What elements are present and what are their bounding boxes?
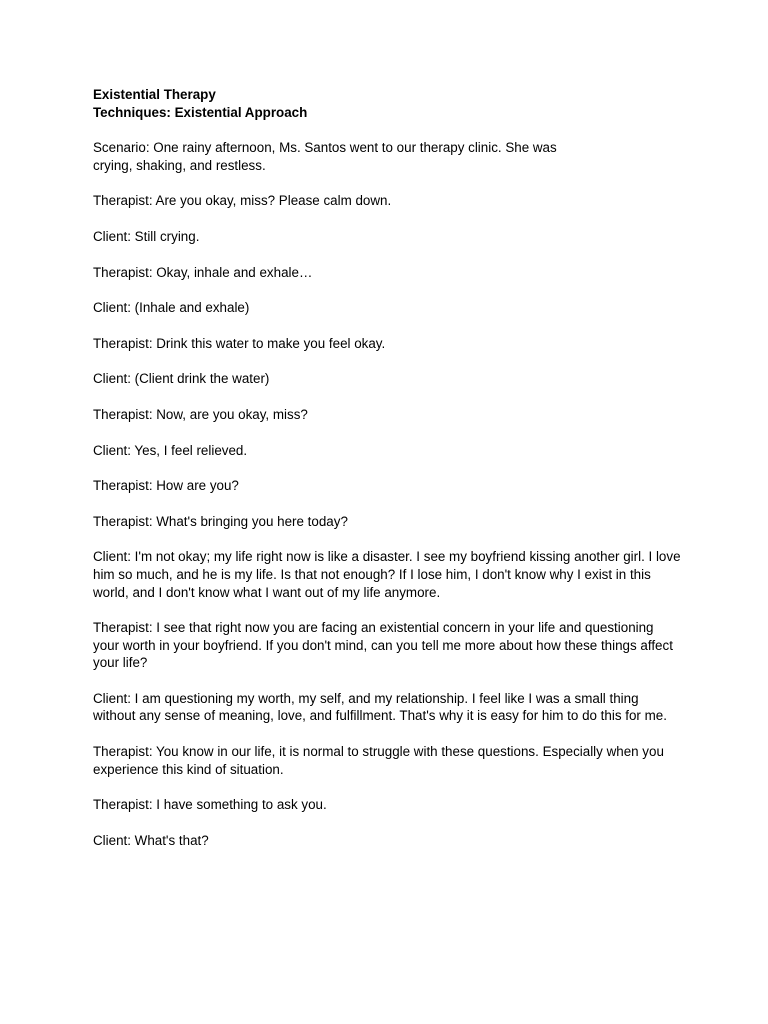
dialogue-line: Therapist: What's bringing you here today?: [93, 513, 348, 529]
dialogue-line: Client: I'm not okay; my life right now is like a disaster. I see my boyfriend kissing another girl. I love him so much, and he is my life. Is that not enough? If I lose him, I don't know why I exist in this world, and I don't know what I want out of my life anymore.: [93, 549, 681, 600]
dialogue-line: Client: Still crying.: [93, 228, 200, 244]
dialogue-line: Therapist: You know in our life, it is normal to struggle with these questions. Especially when you experience this kind of situation.: [93, 744, 664, 777]
dialogue-line: Therapist: Now, are you okay, miss?: [93, 406, 308, 422]
dialogue-line: Therapist: I see that right now you are facing an existential concern in your life and questioning your worth in your boyfriend. If you don't mind, can you tell me more about how these things affect your life?: [93, 620, 673, 671]
dialogue-line: Therapist: Drink this water to make you feel okay.: [93, 335, 386, 351]
scenario-line-1: Scenario: One rainy afternoon, Ms. Santos went to our therapy clinic. She was: [93, 140, 557, 156]
dialogue-line: Client: (Inhale and exhale): [93, 300, 250, 316]
dialogue-line: Client: Yes, I feel relieved.: [93, 442, 248, 458]
scenario-paragraph: [93, 139, 683, 174]
scenario-line-2: crying, shaking, and restless.: [93, 157, 266, 173]
dialogue-line: Therapist: Are you okay, miss? Please calm down.: [93, 193, 392, 209]
dialogue-line: Client: What's that?: [93, 832, 209, 848]
dialogue-line: Therapist: How are you?: [93, 478, 239, 494]
title-block: [93, 86, 683, 121]
document-title: Existential Therapy: [93, 87, 216, 102]
dialogue-line: Therapist: I have something to ask you.: [93, 797, 327, 813]
document-body: [93, 86, 683, 867]
dialogue-line: Client: (Client drink the water): [93, 371, 270, 387]
document-subtitle: Techniques: Existential Approach: [93, 104, 308, 120]
dialogue-line: Therapist: Okay, inhale and exhale…: [93, 264, 313, 280]
dialogue-line: Client: I am questioning my worth, my self, and my relationship. I feel like I was a small thing without any sense of meaning, love, and fulfillment. That's why it is easy for him to do this for me.: [93, 690, 667, 724]
